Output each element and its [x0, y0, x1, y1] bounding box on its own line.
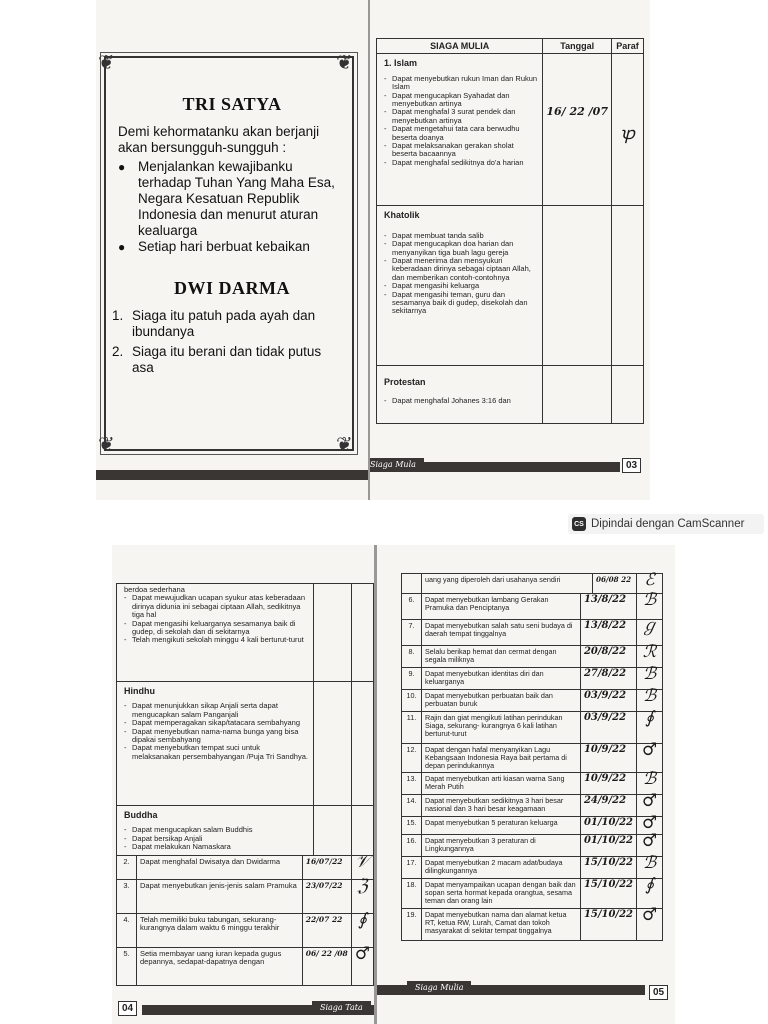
tanggal-cell [543, 206, 612, 366]
tanggal-cell: 03/9/22 [580, 690, 636, 712]
signature-icon: ♂ [637, 817, 663, 835]
page-number: 04 [118, 1001, 137, 1016]
signature-icon: ℨ [351, 880, 373, 914]
tanggal-cell [543, 366, 612, 424]
paraf-cell [612, 54, 644, 206]
tri-satya-title: TRI SATYA [182, 94, 282, 114]
page-number: 05 [649, 985, 668, 1000]
tanggal-cell: 27/8/22 [580, 668, 636, 690]
paraf-cell [352, 682, 374, 806]
footer-label: Siaga Tata [312, 1001, 371, 1014]
table-row [402, 835, 663, 857]
row-text: Dapat dengan hafal menyanyikan Lagu Kebangsaan Indonesia Raya bait pertama di depan perindukannya [422, 744, 581, 773]
tanggal-cell: 13/8/22 [580, 594, 636, 620]
tanggal-cell: 03/9/22 [580, 712, 636, 744]
row-number: 11. [402, 712, 422, 744]
signature-icon: ℬ [637, 594, 663, 620]
page-04 [112, 545, 374, 1024]
table-row: 2. Dapat menghafal Dwisatya dan Dwidarma 16/07/22 𝒱 [117, 856, 374, 880]
list-item: - Dapat bersikap Anjali [124, 835, 310, 843]
page-05 [377, 545, 675, 1024]
page04-numbered-table [116, 852, 374, 986]
table-row [402, 620, 663, 646]
row-text: Dapat menyampaikan ucapan dengan baik dan sopan serta hormat kepada orangtua, sesama teman dan orang lain [422, 879, 581, 909]
row-number: 10. [402, 690, 422, 712]
list-item: - Dapat mengucapkan salam Buddhis [124, 826, 310, 834]
paraf-cell [352, 806, 374, 856]
page05-numbered-table [401, 590, 663, 941]
table-row [402, 773, 663, 795]
row-number: 19. [402, 909, 422, 941]
signature-icon: ♂ [637, 909, 663, 941]
row-text: Dapat menyebutkan perbuatan baik dan perbuatan buruk [422, 690, 581, 712]
section-islam [377, 54, 543, 206]
page-03 [370, 0, 650, 500]
tanggal-cell: 10/9/22 [580, 773, 636, 795]
footer-bar [96, 470, 368, 480]
row-number: 12. [402, 744, 422, 773]
row-text: Rajin dan giat mengikuti latihan perindukan Siaga, sekurang- kurangnya 6 kali latihan berturut-turut [422, 712, 581, 744]
table-row [402, 879, 663, 909]
tanggal-cell: 06/ 22 /08 [302, 948, 351, 986]
table-row [402, 909, 663, 941]
tanggal-cell: 15/10/22 [580, 909, 636, 941]
tanggal-cell: 16/ 22 /07 [543, 54, 612, 206]
signature-icon: ∮ [637, 879, 663, 909]
row-text: Dapat menyebutkan identitas diri dan keluarganya [422, 668, 581, 690]
list-item: - Dapat menerima dan mensyukuri keberadaan dirinya sebagai ciptaan Allah, dan memberikan contoh-contohnya [384, 257, 539, 282]
page04-table [116, 583, 374, 856]
column-header-paraf: Paraf [612, 39, 644, 54]
table-row [402, 690, 663, 712]
section-title: 1. Islam [384, 58, 418, 69]
section-katolik [377, 206, 543, 366]
row-text: Selalu berikap hemat dan cermat dengan segala miliknya [422, 646, 581, 668]
signature-icon: ∮ [351, 914, 373, 948]
list-item: - Dapat menyebutkan nama-nama bunga yang bisa dipakai sembahyang [124, 728, 310, 745]
list-item: - Dapat mengasihi teman, guru dan sesamanya baik di gudep, disekolah dan sekitarnya [384, 291, 539, 316]
list-item: - Dapat menyebutkan rukun Iman dan Rukun Islam [384, 75, 539, 92]
row-number: 6. [402, 594, 422, 620]
signature-icon: ℬ [637, 668, 663, 690]
table-row [402, 594, 663, 620]
tanggal-cell: 16/07/22 [302, 856, 351, 880]
paraf-cell [352, 584, 374, 682]
section-protestan [377, 366, 543, 424]
dwi-darma-item: 1. Siaga itu patuh pada ayah dan ibundanya [112, 308, 316, 339]
section-title: Khatolik [384, 210, 420, 221]
floral-corner-icon: ❦ [98, 432, 115, 456]
signature-icon: ℬ [637, 773, 663, 795]
list-item: - Dapat menyebutkan tempat suci untuk melaksanakan persembahyangan /Puja Tri Sandhya. [124, 744, 310, 761]
table-row: uang yang diperoleh dari usahanya sendiri 06/08 22 ℰ [402, 574, 663, 594]
row-text: Dapat menyebutkan salah satu seni budaya di daerah tempat tinggalnya [422, 620, 581, 646]
signature-icon: ℬ [637, 857, 663, 879]
section-title: Hindhu [124, 686, 155, 696]
signature-icon: ℛ [637, 646, 663, 668]
row-number: 7. [402, 620, 422, 646]
tanggal-cell: 01/10/22 [580, 817, 636, 835]
floral-corner-icon: ❦ [336, 432, 353, 456]
tri-satya-item: ● Menjalankan kewajibanku terhadap Tuhan Yang Maha Esa, Negara Kesatuan Republik Indonesia dan menurut aturan kealuarga [118, 159, 346, 239]
page-tri-satya [96, 0, 368, 500]
row-text: Dapat menyebutkan arti kiasan warna Sang Merah Putih [422, 773, 581, 795]
row-number: 15. [402, 817, 422, 835]
paraf-cell [612, 366, 644, 424]
table-row: 4. Telah memiliki buku tabungan, sekurang-kurangnya dalam waktu 6 minggu terakhir 22/07 22 ∮ [117, 914, 374, 948]
list-item: - Dapat mengasihi keluarga [384, 282, 539, 290]
list-item: - Dapat menghafal Johanes 3:16 dan [384, 397, 539, 405]
dwi-darma-item: 2. Siaga itu berani dan tidak putus asa [112, 344, 322, 375]
column-header-title: SIAGA MULIA [377, 39, 543, 54]
table-row [402, 795, 663, 817]
tanggal-cell [314, 682, 352, 806]
list-item: - Dapat melaksanakan gerakan sholat beserta bacaannya [384, 142, 539, 159]
signature-icon: ∮ [637, 712, 663, 744]
tanggal-cell [314, 806, 352, 856]
signature-icon: ♂ [351, 948, 373, 986]
floral-corner-icon: ❦ [98, 50, 115, 74]
tanggal-cell: 20/8/22 [580, 646, 636, 668]
list-item: - Dapat melakukan Namaskara [124, 843, 310, 851]
section-title: Protestan [384, 377, 426, 388]
row-number: 9. [402, 668, 422, 690]
list-item: - Dapat mengucapkan doa harian dan menyanyikan tiga buah lagu gereja [384, 240, 539, 257]
dwi-darma-title: DWI DARMA [174, 278, 290, 298]
camscanner-icon: CS [572, 517, 586, 531]
signature-icon: ℰ [637, 574, 663, 594]
section-hindhu [117, 682, 314, 806]
footer-label: Siaga Mulia [407, 981, 471, 994]
row-number: 8. [402, 646, 422, 668]
row-number: 13. [402, 773, 422, 795]
column-header-tanggal: Tanggal [543, 39, 612, 54]
tanggal-cell: 01/10/22 [580, 835, 636, 857]
signature-icon: ℊ [637, 620, 663, 646]
tanggal-cell: 13/8/22 [580, 620, 636, 646]
dwi-darma-list [112, 308, 344, 376]
signature-icon: ♂ [637, 835, 663, 857]
row-number: 16. [402, 835, 422, 857]
list-item: - Dapat menunjukkan sikap Anjali serta dapat mengucapkan salam Panganjali [124, 702, 310, 719]
row-number: 14. [402, 795, 422, 817]
list-item: berdoa sederhana [124, 585, 185, 594]
page-number: 03 [622, 458, 641, 473]
tri-satya-item: ● Setiap hari berbuat kebaikan [118, 239, 346, 255]
list-item: - Telah mengikuti sekolah minggu 4 kali berturut-turut [124, 636, 310, 644]
section-buddha [117, 806, 314, 856]
signature-icon: ♂ [637, 795, 663, 817]
signature-icon: ℬ [637, 690, 663, 712]
list-item: - Dapat membuat tanda salib [384, 232, 539, 240]
siaga-mulia-table [376, 38, 644, 424]
table-row: 5. Setia membayar uang iuran kepada gugus depannya, sedapat-dapatnya dengan 06/ 22 /08 ♂ [117, 948, 374, 986]
page05-table [401, 570, 663, 594]
camscanner-badge [568, 514, 764, 534]
row-text: Dapat menyebutkan 5 peraturan keluarga [422, 817, 581, 835]
tanggal-cell: 15/10/22 [580, 857, 636, 879]
camscanner-text: Dipindai dengan CamScanner [591, 518, 745, 530]
list-item: - Dapat mengucapkan Syahadat dan menyebutkan artinya [384, 92, 539, 109]
row-text: Dapat menyebutkan 2 macam adat/budaya dilingkungannya [422, 857, 581, 879]
tanggal-cell: 15/10/22 [580, 879, 636, 909]
list-item: - Dapat memperagakan sikap/tatacara sembahyang [124, 719, 310, 727]
section-title: Buddha [124, 810, 158, 820]
table-row [402, 646, 663, 668]
signature-icon: ꝕ [620, 124, 635, 145]
tanggal-cell: 22/07 22 [302, 914, 351, 948]
table-row [402, 857, 663, 879]
list-item: - Dapat menghafal 3 surat pendek dan menyebutkan artinya [384, 108, 539, 125]
row-text: Dapat menyebutkan sedikitnya 3 hari besar nasional dan 3 hari besar keagamaan [422, 795, 581, 817]
tanggal-cell: 10/9/22 [580, 744, 636, 773]
paraf-cell [612, 206, 644, 366]
tri-satya-intro: Demi kehormatanku akan berjanji akan bersungguh-sungguh : [118, 124, 320, 155]
tri-satya-body [118, 124, 346, 255]
list-item: - Dapat mengasihi keluarganya sesamanya baik di gudep, di sekolah dan di sekitarnya [124, 620, 310, 637]
tanggal-cell [314, 584, 352, 682]
table-row [402, 817, 663, 835]
row-text: Dapat menyebutkan 3 peraturan di Lingkungannya [422, 835, 581, 857]
signature-icon: ♂ [637, 744, 663, 773]
table-row [402, 712, 663, 744]
tanggal-cell: 24/9/22 [580, 795, 636, 817]
row-text: Dapat menyebutkan nama dan alamat ketua RT, ketua RW, Lurah, Camat dan tokoh masyarakat di sekitar tempat tinggalnya [422, 909, 581, 941]
table-row [402, 744, 663, 773]
signature-icon: 𝒱 [351, 856, 373, 880]
protestan-continued [117, 584, 314, 682]
list-item: - Dapat mewujudkan ucapan syukur atas keberadaan dirinya didunia ini sebagai ciptaan Allah, sedikitnya tiga hal [124, 594, 310, 619]
tanggal-cell: 06/08 22 [593, 574, 637, 594]
row-text: Dapat menyebutkan lambang Gerakan Pramuka dan Penciptanya [422, 594, 581, 620]
table-row [402, 668, 663, 690]
row-number: 17. [402, 857, 422, 879]
footer-label: Siaga Mula [370, 458, 424, 471]
row-number: 18. [402, 879, 422, 909]
tanggal-cell: 23/07/22 [302, 880, 351, 914]
floral-corner-icon: ❦ [336, 50, 353, 74]
list-item: - Dapat mengetahui tata cara berwudhu beserta doanya [384, 125, 539, 142]
table-row: 3. Dapat menyebutkan jenis-jenis salam Pramuka 23/07/22 ℨ [117, 880, 374, 914]
list-item: - Dapat menghafal sedikitnya do'a harian [384, 159, 539, 167]
